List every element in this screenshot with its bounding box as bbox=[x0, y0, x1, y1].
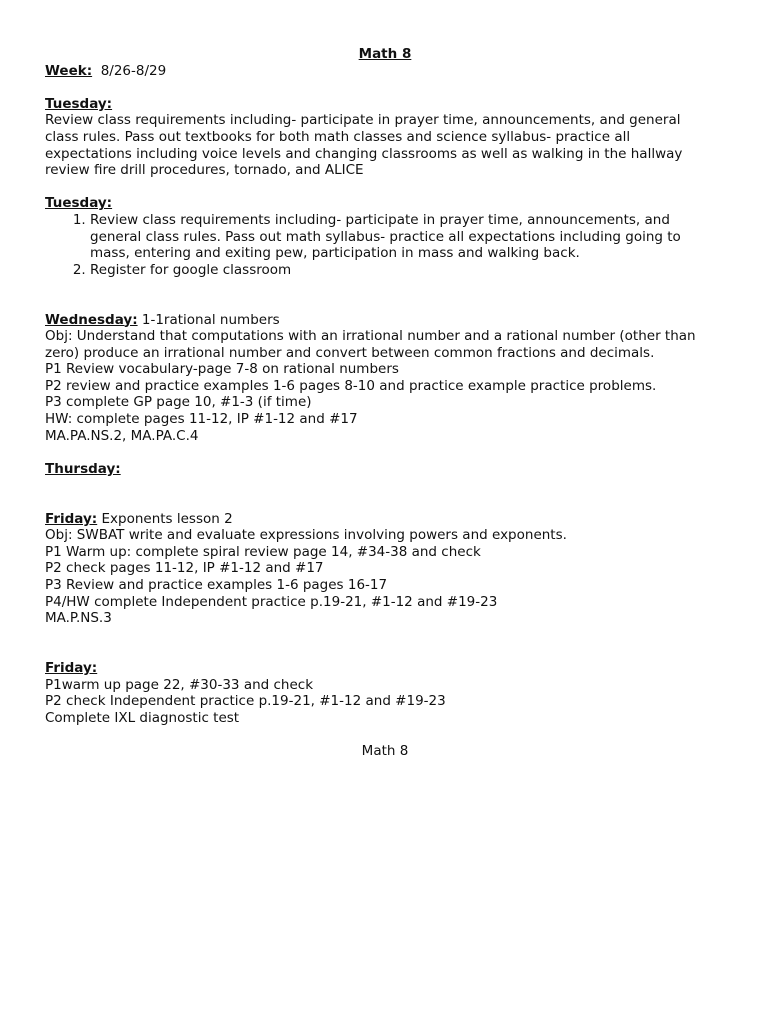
friday-2-heading bbox=[45, 660, 725, 677]
spacer bbox=[45, 726, 725, 743]
spacer bbox=[45, 278, 725, 311]
spacer bbox=[45, 627, 725, 660]
day-topic: Exponents lesson 2 bbox=[97, 510, 233, 527]
tuesday-2-heading bbox=[45, 195, 725, 212]
day-heading: Tuesday: bbox=[45, 95, 113, 112]
day-topic: 1-1rational numbers bbox=[137, 311, 280, 328]
text-line: P2 review and practice examples 1-6 pages 8-10 and practice example practice problems. bbox=[45, 377, 657, 394]
list-item bbox=[90, 262, 725, 279]
text-line: Obj: Understand that computations with an irrational number and a rational number (other than bbox=[45, 328, 696, 345]
text-line: Complete IXL diagnostic test bbox=[45, 709, 240, 726]
thursday-heading bbox=[45, 461, 725, 478]
day-heading: Friday: bbox=[45, 659, 98, 676]
spacer bbox=[45, 477, 725, 510]
numbered-list bbox=[45, 212, 725, 278]
text-line: P4/HW complete Independent practice p.19-21, #1-12 and #19-23 bbox=[45, 593, 498, 610]
text-line: P1 Warm up: complete spiral review page 14, #34-38 and check bbox=[45, 543, 481, 560]
text-line: P3 Review and practice examples 1-6 pages 16-17 bbox=[45, 577, 388, 593]
text-line: P1warm up page 22, #30-33 and check bbox=[45, 676, 314, 693]
week-label: Week: bbox=[45, 62, 93, 79]
text-line: zero) produce an irrational number and convert between common fractions and decimals. bbox=[45, 344, 655, 361]
tuesday-1-heading bbox=[45, 96, 725, 113]
text-line: class rules. Pass out textbooks for both math classes and science syllabus- practice all bbox=[45, 128, 631, 145]
spacer bbox=[45, 79, 725, 96]
list-item-text: general class rules. Pass out math syllabus- practice all expectations including going to bbox=[90, 228, 681, 245]
day-heading: Tuesday: bbox=[45, 195, 113, 212]
text-line: HW: complete pages 11-12, IP #1-12 and #17 bbox=[45, 411, 358, 428]
list-item-text: 1. Review class requirements including- participate in prayer time, announcements, and bbox=[90, 211, 670, 228]
text-line: Obj: SWBAT write and evaluate expressions involving powers and exponents. bbox=[45, 527, 567, 544]
text-line: expectations including voice levels and changing classrooms as well as walking in the hallway bbox=[45, 145, 683, 162]
text-line: P3 complete GP page 10, #1-3 (if time) bbox=[45, 394, 312, 411]
list-item-text: mass, entering and exiting pew, participation in mass and walking back. bbox=[90, 245, 580, 262]
text-line: P2 check pages 11-12, IP #1-12 and #17 bbox=[45, 560, 324, 577]
week-line bbox=[45, 63, 725, 80]
day-heading: Wednesday: bbox=[45, 311, 138, 328]
list-item-text: 2. Register for google classroom bbox=[90, 261, 292, 278]
week-value: 8/26-8/29 bbox=[100, 62, 167, 79]
document-title: Math 8 bbox=[358, 46, 412, 62]
day-heading: Thursday: bbox=[45, 460, 121, 477]
document-body bbox=[45, 46, 725, 760]
spacer bbox=[45, 444, 725, 461]
spacer bbox=[45, 179, 725, 196]
wednesday-heading bbox=[45, 312, 725, 329]
text-line: P1 Review vocabulary-page 7-8 on rational numbers bbox=[45, 361, 399, 378]
friday-1-heading bbox=[45, 511, 725, 528]
text-line: Review class requirements including- participate in prayer time, announcements, and general bbox=[45, 112, 681, 129]
text-line: P2 check Independent practice p.19-21, #1-12 and #19-23 bbox=[45, 693, 446, 710]
list-item bbox=[90, 212, 725, 262]
day-heading: Friday: bbox=[45, 510, 98, 527]
text-line: review fire drill procedures, tornado, and ALICE bbox=[45, 162, 364, 179]
text-line: MA.PA.NS.2, MA.PA.C.4 bbox=[45, 427, 199, 444]
page-footer: Math 8 bbox=[361, 742, 409, 759]
text-line: MA.P.NS.3 bbox=[45, 610, 112, 627]
